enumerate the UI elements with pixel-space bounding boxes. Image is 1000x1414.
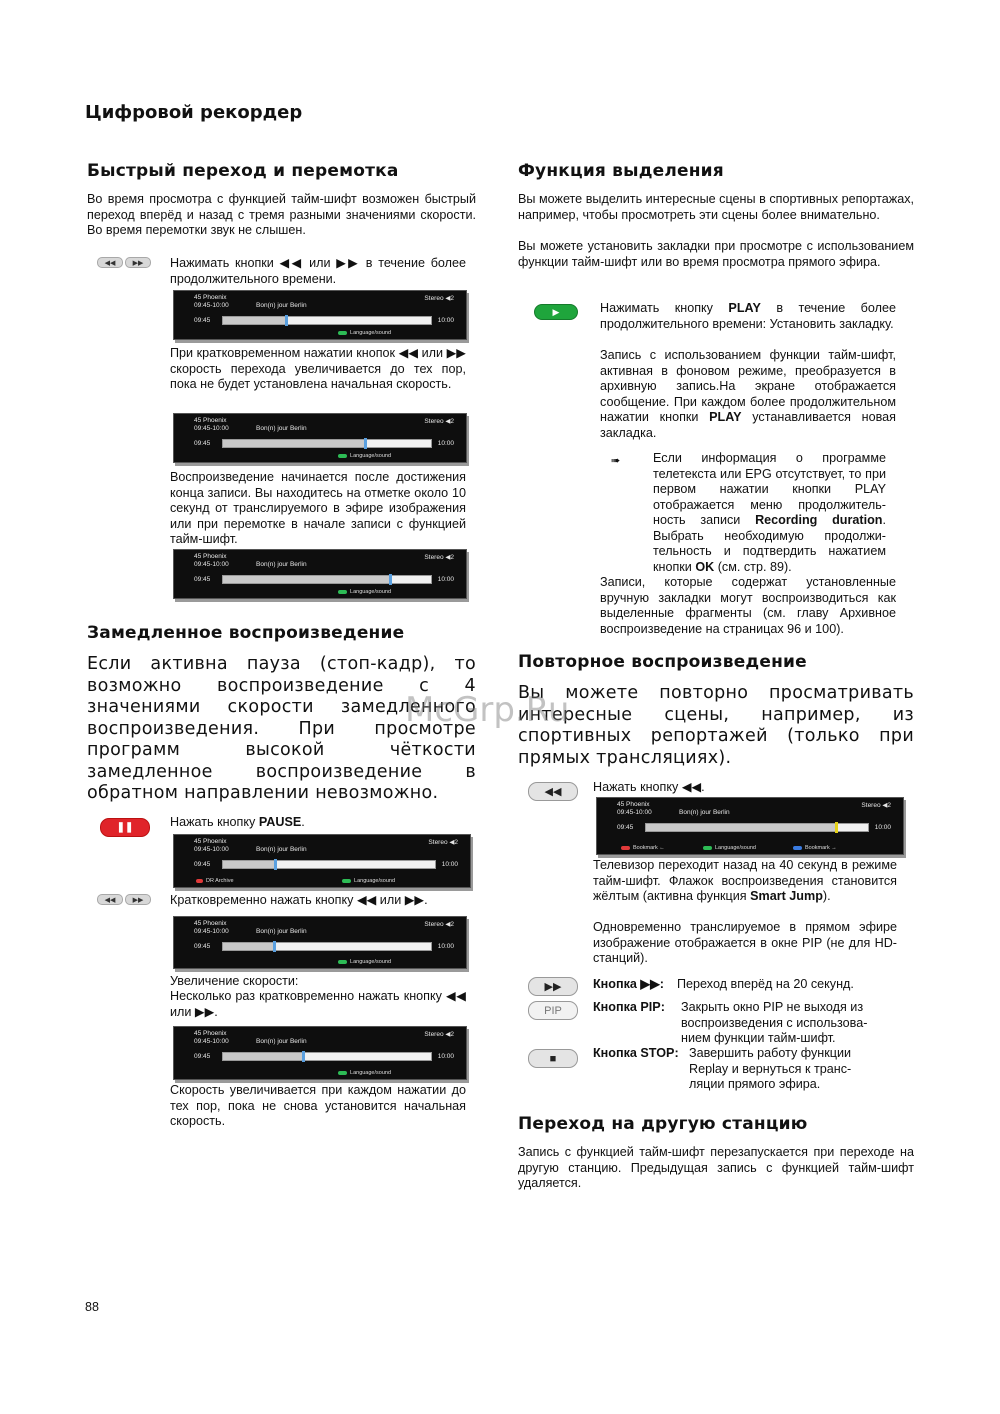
section-heading-station-change: Переход на другую станцию bbox=[518, 1114, 808, 1134]
osd-progress-bar bbox=[222, 439, 432, 448]
osd-stereo: Stereo ◀2 bbox=[424, 418, 454, 425]
osd-start: 09:45 bbox=[194, 861, 211, 868]
osd-progress-bar bbox=[222, 860, 436, 869]
paragraph-highlight-intro1: Вы можете выделить интересные сцены в спортивных репортажах, например, чтобы просмотреть эти сцены более внимательно. bbox=[518, 192, 914, 222]
osd-stereo: Stereo ◀2 bbox=[424, 295, 454, 302]
paragraph-replay-step1: Нажать кнопку ◀◀. bbox=[593, 780, 705, 794]
osd-progress-bar bbox=[222, 575, 432, 584]
osd-channel: 45 Phoenix bbox=[194, 838, 227, 845]
osd-language: Language/sound bbox=[338, 453, 391, 459]
osd-program: Bon(n) jour Berlin bbox=[256, 302, 307, 309]
paragraph-highlight-step-b: Запись с использованием функции тайм-шифт, активная в фоновом режиме, преобразуется в архивную запись.На экране отображается сообщение. При каждом более продолжительном нажатии кнопки PLAY устанавливается новая закладка. bbox=[600, 348, 896, 440]
osd-time-range: 09:45-10:00 bbox=[194, 425, 229, 432]
paragraph-slow-step1: Нажать кнопку PAUSE. bbox=[170, 815, 305, 829]
key-stop-desc: Завершить работу функции Replay и вернуться к транс-ляции прямого эфира. bbox=[689, 1046, 852, 1091]
paragraph-ff-step1: Нажимать кнопки ◀◀ или ▶▶ в течение более продолжительного времени. bbox=[170, 256, 466, 286]
osd-program: Bon(n) jour Berlin bbox=[256, 1038, 307, 1045]
rewind-button-icon: ◀◀ bbox=[97, 894, 123, 905]
paragraph-slow-step3-label: Увеличение скорости: bbox=[170, 974, 299, 988]
paragraph-highlight-intro2: Вы можете установить закладки при просмотре с использованием функции тайм-шифт или во время просмотра прямого эфира. bbox=[518, 239, 914, 269]
key-pip-name: Кнопка PIP: bbox=[593, 1000, 665, 1014]
osd-end: 10:00 bbox=[874, 824, 891, 831]
page-title: Цифровой рекордер bbox=[85, 102, 303, 123]
osd-screenshot bbox=[173, 549, 467, 599]
play-button-icon: ▶ bbox=[534, 304, 578, 320]
osd-language: Language/sound bbox=[342, 878, 395, 884]
paragraph-highlight-note: Если информация о программе телетекста или EPG отсутствует, то при первом нажатии кнопки PLAY отображается меню продолжитель-ность записи Recording duration. Выбрать необходимую продолжи-тельность и подтвердить нажатием кнопки OK (см. стр. 89). bbox=[653, 451, 886, 574]
osd-dr-archive: DR Archive bbox=[196, 878, 234, 884]
osd-progress-bar bbox=[645, 823, 869, 832]
section-heading-fast-forward: Быстрый переход и перемотка bbox=[87, 161, 399, 181]
osd-end: 10:00 bbox=[437, 1053, 454, 1060]
osd-language: Language/sound bbox=[338, 589, 391, 595]
osd-language: Language/sound bbox=[338, 330, 391, 336]
section-heading-highlight: Функция выделения bbox=[518, 161, 724, 181]
page-number: 88 bbox=[85, 1300, 99, 1314]
osd-start: 09:45 bbox=[194, 1053, 211, 1060]
forward-button-icon: ▶▶ bbox=[528, 977, 578, 996]
osd-channel: 45 Phoenix bbox=[194, 417, 227, 424]
osd-channel: 45 Phoenix bbox=[194, 920, 227, 927]
paragraph-replay-step3: Одновременно транслируемое в прямом эфире изображение отображается в окне PIP (не для HD-станций). bbox=[593, 920, 897, 965]
osd-end: 10:00 bbox=[437, 943, 454, 950]
osd-stereo: Stereo ◀2 bbox=[424, 1031, 454, 1038]
paragraph-replay-intro: Вы можете повторно просматривать интересные сцены, например, из спортивных репортажей (только при прямых трансляциях). bbox=[518, 683, 914, 768]
osd-program: Bon(n) jour Berlin bbox=[256, 561, 307, 568]
osd-program: Bon(n) jour Berlin bbox=[679, 809, 730, 816]
note-arrow-icon: ➠ bbox=[611, 455, 621, 467]
paragraph-highlight-after: Записи, которые содержат установленные вручную закладки могут воспроизводиться как выделенные фрагменты (см. главу Архивное воспроизведение на страницах 96 и 100). bbox=[600, 575, 896, 636]
osd-stereo: Stereo ◀2 bbox=[424, 921, 454, 928]
paragraph-slow-step3: Несколько раз кратковременно нажать кнопку ◀◀ или ▶▶. bbox=[170, 989, 466, 1019]
paragraph-ff-step2: При кратковременном нажатии кнопок ◀◀ или ▶▶ скорость перехода увеличивается до тех пор, пока не будет установлена начальная скорость. bbox=[170, 346, 466, 391]
osd-channel: 45 Phoenix bbox=[194, 294, 227, 301]
rewind-button-icon: ◀◀ bbox=[528, 782, 578, 801]
osd-time-range: 09:45-10:00 bbox=[194, 1038, 229, 1045]
osd-stereo: Stereo ◀2 bbox=[428, 839, 458, 846]
pause-button-icon: ❚❚ bbox=[100, 818, 150, 837]
osd-time-range: 09:45-10:00 bbox=[194, 561, 229, 568]
osd-time-range: 09:45-10:00 bbox=[194, 846, 229, 853]
paragraph-slow-step2: Кратковременно нажать кнопку ◀◀ или ▶▶. bbox=[170, 893, 428, 907]
paragraph-slow-motion-intro: Если активна пауза (стоп-кадр), то возможно воспроизведение с 4 значениями скорости замедленного воспроизведения. При просмотре программ высокой чёткости замедленное воспроизведение в обратном направлении невозможно. bbox=[87, 654, 476, 803]
osd-time-range: 09:45-10:00 bbox=[617, 809, 652, 816]
paragraph-slow-step4: Скорость увеличивается при каждом нажатии до тех пор, пока не снова установится начальная скорость. bbox=[170, 1083, 466, 1128]
forward-button-icon: ▶▶ bbox=[125, 894, 151, 905]
key-pip-desc: Закрыть окно PIP не выходя из воспроизведения с использова-нием функции тайм-шифт. bbox=[681, 1000, 868, 1045]
osd-language: Language/sound bbox=[703, 845, 756, 851]
key-forward-desc: Переход вперёд на 20 секунд. bbox=[677, 977, 854, 991]
paragraph-replay-step2: Телевизор переходит назад на 40 секунд в режиме тайм-шифт. Флажок воспроизведения становится жёлтым (активна функция Smart Jump). bbox=[593, 858, 897, 903]
osd-channel: 45 Phoenix bbox=[617, 801, 650, 808]
osd-screenshot bbox=[173, 916, 467, 969]
osd-start: 09:45 bbox=[194, 576, 211, 583]
paragraph-fast-forward-intro: Во время просмотра с функцией тайм-шифт возможен быстрый переход вперёд и назад с тремя разными значениями скорости. Во время перемотки звук не слышен. bbox=[87, 192, 476, 237]
osd-stereo: Stereo ◀2 bbox=[861, 802, 891, 809]
osd-language: Language/sound bbox=[338, 1070, 391, 1076]
osd-start: 09:45 bbox=[617, 824, 634, 831]
paragraph-ff-step3: Воспроизведение начинается после достижения конца записи. Вы находитесь на отметке около 10 секунд от транслируемого в эфире изображения или при перемотке в начале записи с функцией тайм-шифт. bbox=[170, 470, 466, 546]
paragraph-highlight-step-a: Нажимать кнопку PLAY в течение более продолжительного времени: Установить закладку. bbox=[600, 301, 896, 331]
osd-start: 09:45 bbox=[194, 440, 211, 447]
osd-program: Bon(n) jour Berlin bbox=[256, 846, 307, 853]
osd-screenshot bbox=[596, 797, 904, 855]
osd-progress-bar bbox=[222, 942, 432, 951]
section-heading-slow-motion: Замедленное воспроизведение bbox=[87, 623, 405, 643]
osd-program: Bon(n) jour Berlin bbox=[256, 928, 307, 935]
osd-screenshot bbox=[173, 290, 467, 340]
forward-button-icon: ▶▶ bbox=[125, 257, 151, 268]
osd-bookmark-prev: Bookmark ← bbox=[621, 845, 665, 851]
osd-program: Bon(n) jour Berlin bbox=[256, 425, 307, 432]
osd-end: 10:00 bbox=[437, 576, 454, 583]
osd-screenshot bbox=[173, 834, 471, 888]
osd-end: 10:00 bbox=[437, 317, 454, 324]
osd-start: 09:45 bbox=[194, 317, 211, 324]
stop-button-icon: ■ bbox=[528, 1049, 578, 1068]
osd-screenshot bbox=[173, 1026, 467, 1080]
osd-end: 10:00 bbox=[441, 861, 458, 868]
watermark: McGrp.Ru bbox=[405, 690, 570, 730]
key-stop-name: Кнопка STOP: bbox=[593, 1046, 679, 1060]
osd-end: 10:00 bbox=[437, 440, 454, 447]
paragraph-station-change: Запись с функцией тайм-шифт перезапускается при переходе на другую станцию. Предыдущая запись с функцией тайм-шифт удаляется. bbox=[518, 1145, 914, 1190]
osd-channel: 45 Phoenix bbox=[194, 553, 227, 560]
key-forward-name: Кнопка ▶▶: bbox=[593, 977, 664, 991]
osd-progress-bar bbox=[222, 316, 432, 325]
osd-stereo: Stereo ◀2 bbox=[424, 554, 454, 561]
rewind-button-icon: ◀◀ bbox=[97, 257, 123, 268]
osd-bookmark-next: Bookmark → bbox=[793, 845, 837, 851]
osd-progress-bar bbox=[222, 1052, 432, 1061]
osd-language: Language/sound bbox=[338, 959, 391, 965]
osd-time-range: 09:45-10:00 bbox=[194, 302, 229, 309]
osd-channel: 45 Phoenix bbox=[194, 1030, 227, 1037]
osd-screenshot bbox=[173, 413, 467, 463]
osd-time-range: 09:45-10:00 bbox=[194, 928, 229, 935]
section-heading-replay: Повторное воспроизведение bbox=[518, 652, 807, 672]
osd-start: 09:45 bbox=[194, 943, 211, 950]
pip-button-icon: PIP bbox=[528, 1001, 578, 1020]
